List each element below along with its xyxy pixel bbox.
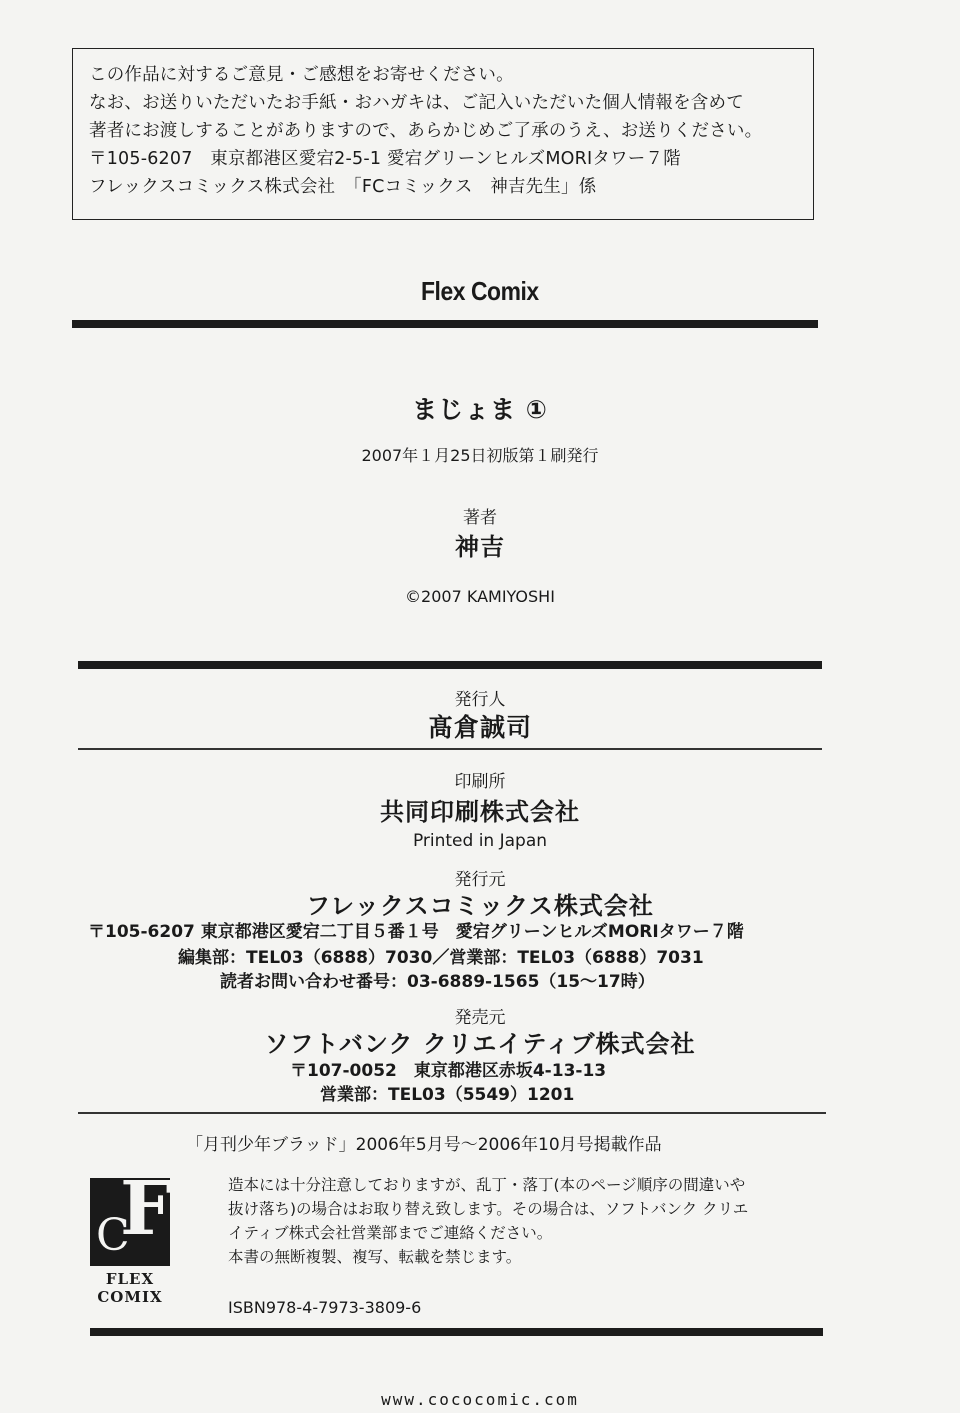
seller-name: ソフトバンク クリエイティブ株式会社 bbox=[264, 1030, 696, 1058]
notice-line: この作品に対するご意見・ご感想をお寄せください。 bbox=[89, 65, 514, 85]
divider bbox=[78, 661, 822, 669]
flex-comix-logo bbox=[90, 1166, 173, 1318]
seller-label: 発売元 bbox=[454, 1008, 506, 1028]
logo-letters: F C bbox=[96, 1166, 173, 1261]
logo-text-comix: COMIX bbox=[97, 1288, 163, 1306]
notice-line: なお、お送りいただいたお手紙・おハガキは、ご記入いただいた個人情報を含めて bbox=[89, 93, 744, 113]
caution-line: イティブ株式会社営業部までご連絡ください。 bbox=[228, 1224, 553, 1242]
copyright: ©2007 KAMIYOSHI bbox=[405, 587, 555, 606]
notice-line: 〒105-6207 東京都港区愛宕2-5-1 愛宕グリーンヒルズMORIタワー７階 bbox=[89, 149, 681, 169]
divider bbox=[78, 1112, 826, 1114]
notice-line: 著者にお渡しすることがありますので、あらかじめご了承のうえ、お送りください。 bbox=[89, 121, 763, 141]
notice-box bbox=[72, 48, 814, 220]
publisher-name: 髙倉誠司 bbox=[427, 713, 532, 742]
issuer-name: フレックスコミックス株式会社 bbox=[306, 892, 654, 920]
caution-text bbox=[228, 1173, 828, 1269]
author-name: 神吉 bbox=[455, 533, 505, 561]
book-title: まじょま ① bbox=[412, 395, 548, 424]
author-label: 著者 bbox=[463, 508, 497, 528]
brand-heading-wrap bbox=[0, 276, 960, 307]
seller-address: 〒107-0052 東京都港区赤坂4-13-13 bbox=[290, 1061, 607, 1081]
notice-line: フレックスコミックス株式会社 「FCコミックス 神吉先生」係 bbox=[89, 177, 597, 197]
brand-heading: Flex Comix bbox=[421, 276, 539, 306]
issuer-address: 〒105-6207 東京都港区愛宕二丁目５番１号 愛宕グリーンヒルズMORIタワー７階 bbox=[88, 922, 744, 942]
printed-in: Printed in Japan bbox=[412, 831, 548, 851]
seller-phone: 営業部：TEL03（5549）1201 bbox=[320, 1085, 575, 1105]
issuer-label: 発行元 bbox=[454, 870, 506, 890]
printer-name: 共同印刷株式会社 bbox=[380, 798, 580, 826]
caution-line: 造本には十分注意しておりますが、乱丁・落丁(本のページ順序の間違いや bbox=[228, 1176, 746, 1194]
caution-line: 抜け落ち)の場合はお取り替え致します。その場合は、ソフトバンク クリエ bbox=[228, 1200, 749, 1218]
footer-url: www.cococomic.com bbox=[381, 1390, 579, 1409]
divider bbox=[90, 1328, 823, 1336]
printer-label: 印刷所 bbox=[454, 772, 506, 792]
edition-date: 2007年１月25日初版第１刷発行 bbox=[361, 446, 599, 465]
caution-line: 本書の無断複製、複写、転載を禁じます。 bbox=[228, 1248, 522, 1266]
issuer-phones: 編集部：TEL03（6888）7030／営業部：TEL03（6888）7031 bbox=[178, 948, 704, 968]
divider bbox=[78, 748, 822, 750]
isbn: ISBN978-4-7973-3809-6 bbox=[228, 1298, 422, 1317]
serialization-note: 「月刊少年ブラッド」2006年5月号〜2006年10月号掲載作品 bbox=[186, 1135, 662, 1155]
reader-contact: 読者お問い合わせ番号：03-6889-1565（15〜17時） bbox=[220, 972, 655, 992]
publisher-label: 発行人 bbox=[454, 690, 506, 710]
divider bbox=[72, 320, 818, 328]
logo-text-flex: FLEX bbox=[105, 1270, 155, 1288]
